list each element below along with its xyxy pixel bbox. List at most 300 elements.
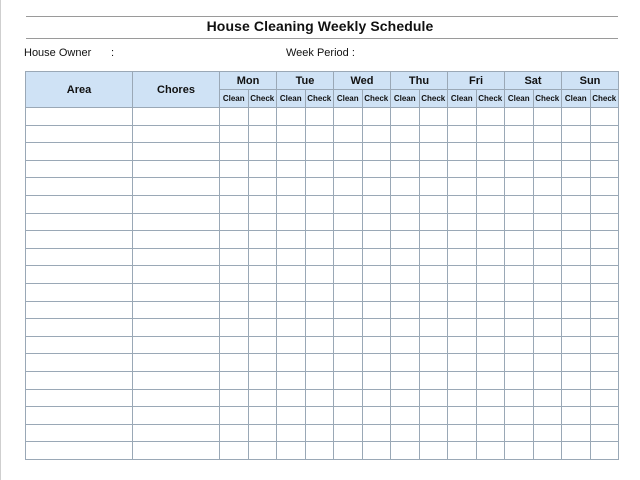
check-cell[interactable] [533,248,562,266]
clean-cell[interactable] [277,108,306,126]
chores-cell[interactable] [133,283,220,301]
clean-cell[interactable] [505,424,534,442]
clean-cell[interactable] [220,389,249,407]
clean-cell[interactable] [391,354,420,372]
area-cell[interactable] [26,354,133,372]
check-cell[interactable] [362,389,391,407]
clean-cell[interactable] [277,407,306,425]
clean-cell[interactable] [505,160,534,178]
clean-cell[interactable] [505,407,534,425]
check-cell[interactable] [533,125,562,143]
clean-cell[interactable] [391,248,420,266]
check-cell[interactable] [419,195,448,213]
area-cell[interactable] [26,160,133,178]
check-cell[interactable] [533,389,562,407]
clean-cell[interactable] [562,336,591,354]
check-cell[interactable] [248,248,277,266]
check-cell[interactable] [533,319,562,337]
clean-cell[interactable] [562,248,591,266]
clean-cell[interactable] [448,407,477,425]
check-cell[interactable] [362,108,391,126]
clean-cell[interactable] [391,108,420,126]
check-cell[interactable] [533,195,562,213]
check-cell[interactable] [590,424,619,442]
chores-cell[interactable] [133,371,220,389]
clean-cell[interactable] [220,266,249,284]
check-cell[interactable] [305,319,334,337]
check-cell[interactable] [362,354,391,372]
area-cell[interactable] [26,389,133,407]
check-cell[interactable] [476,371,505,389]
check-cell[interactable] [590,336,619,354]
check-cell[interactable] [419,371,448,389]
clean-cell[interactable] [220,125,249,143]
check-cell[interactable] [476,125,505,143]
check-cell[interactable] [248,354,277,372]
chores-cell[interactable] [133,407,220,425]
chores-cell[interactable] [133,266,220,284]
check-cell[interactable] [476,143,505,161]
chores-cell[interactable] [133,213,220,231]
clean-cell[interactable] [220,231,249,249]
clean-cell[interactable] [277,389,306,407]
clean-cell[interactable] [391,442,420,460]
check-cell[interactable] [590,442,619,460]
check-cell[interactable] [362,442,391,460]
check-cell[interactable] [248,178,277,196]
check-cell[interactable] [476,248,505,266]
chores-cell[interactable] [133,336,220,354]
check-cell[interactable] [248,108,277,126]
check-cell[interactable] [305,389,334,407]
clean-cell[interactable] [562,160,591,178]
chores-cell[interactable] [133,160,220,178]
check-cell[interactable] [590,301,619,319]
check-cell[interactable] [305,407,334,425]
clean-cell[interactable] [277,231,306,249]
clean-cell[interactable] [562,178,591,196]
clean-cell[interactable] [562,442,591,460]
area-cell[interactable] [26,125,133,143]
clean-cell[interactable] [505,389,534,407]
check-cell[interactable] [248,195,277,213]
clean-cell[interactable] [220,301,249,319]
check-cell[interactable] [476,319,505,337]
clean-cell[interactable] [334,160,363,178]
check-cell[interactable] [533,160,562,178]
check-cell[interactable] [362,407,391,425]
check-cell[interactable] [533,178,562,196]
check-cell[interactable] [533,407,562,425]
chores-cell[interactable] [133,195,220,213]
clean-cell[interactable] [277,248,306,266]
clean-cell[interactable] [277,283,306,301]
check-cell[interactable] [305,283,334,301]
check-cell[interactable] [590,283,619,301]
clean-cell[interactable] [448,354,477,372]
area-cell[interactable] [26,231,133,249]
area-cell[interactable] [26,407,133,425]
check-cell[interactable] [419,283,448,301]
check-cell[interactable] [248,442,277,460]
check-cell[interactable] [533,371,562,389]
check-cell[interactable] [305,108,334,126]
check-cell[interactable] [590,178,619,196]
check-cell[interactable] [419,248,448,266]
area-cell[interactable] [26,178,133,196]
clean-cell[interactable] [277,178,306,196]
clean-cell[interactable] [448,424,477,442]
check-cell[interactable] [362,231,391,249]
check-cell[interactable] [533,424,562,442]
clean-cell[interactable] [334,231,363,249]
check-cell[interactable] [362,213,391,231]
chores-cell[interactable] [133,248,220,266]
check-cell[interactable] [305,266,334,284]
check-cell[interactable] [476,354,505,372]
check-cell[interactable] [362,143,391,161]
clean-cell[interactable] [220,108,249,126]
clean-cell[interactable] [391,424,420,442]
check-cell[interactable] [305,354,334,372]
clean-cell[interactable] [448,301,477,319]
clean-cell[interactable] [448,371,477,389]
check-cell[interactable] [419,389,448,407]
check-cell[interactable] [533,231,562,249]
clean-cell[interactable] [334,283,363,301]
area-cell[interactable] [26,301,133,319]
clean-cell[interactable] [277,213,306,231]
chores-cell[interactable] [133,319,220,337]
check-cell[interactable] [590,248,619,266]
check-cell[interactable] [476,213,505,231]
clean-cell[interactable] [334,213,363,231]
clean-cell[interactable] [391,389,420,407]
check-cell[interactable] [248,125,277,143]
clean-cell[interactable] [505,248,534,266]
chores-cell[interactable] [133,354,220,372]
clean-cell[interactable] [562,301,591,319]
check-cell[interactable] [419,354,448,372]
chores-cell[interactable] [133,389,220,407]
clean-cell[interactable] [505,301,534,319]
clean-cell[interactable] [562,319,591,337]
check-cell[interactable] [533,442,562,460]
check-cell[interactable] [248,266,277,284]
clean-cell[interactable] [448,283,477,301]
clean-cell[interactable] [277,336,306,354]
check-cell[interactable] [533,283,562,301]
check-cell[interactable] [305,178,334,196]
check-cell[interactable] [305,301,334,319]
clean-cell[interactable] [391,301,420,319]
area-cell[interactable] [26,195,133,213]
clean-cell[interactable] [505,213,534,231]
check-cell[interactable] [419,143,448,161]
clean-cell[interactable] [220,160,249,178]
check-cell[interactable] [590,354,619,372]
clean-cell[interactable] [391,195,420,213]
clean-cell[interactable] [505,283,534,301]
clean-cell[interactable] [334,178,363,196]
check-cell[interactable] [590,160,619,178]
area-cell[interactable] [26,442,133,460]
clean-cell[interactable] [391,336,420,354]
clean-cell[interactable] [277,266,306,284]
chores-cell[interactable] [133,231,220,249]
check-cell[interactable] [476,407,505,425]
check-cell[interactable] [590,195,619,213]
clean-cell[interactable] [391,231,420,249]
check-cell[interactable] [419,160,448,178]
clean-cell[interactable] [277,160,306,178]
clean-cell[interactable] [391,178,420,196]
area-cell[interactable] [26,283,133,301]
clean-cell[interactable] [334,195,363,213]
clean-cell[interactable] [448,248,477,266]
clean-cell[interactable] [562,407,591,425]
check-cell[interactable] [419,336,448,354]
clean-cell[interactable] [448,178,477,196]
check-cell[interactable] [476,283,505,301]
clean-cell[interactable] [505,195,534,213]
clean-cell[interactable] [277,125,306,143]
check-cell[interactable] [419,319,448,337]
area-cell[interactable] [26,424,133,442]
clean-cell[interactable] [334,319,363,337]
area-cell[interactable] [26,266,133,284]
clean-cell[interactable] [505,336,534,354]
check-cell[interactable] [419,231,448,249]
clean-cell[interactable] [562,231,591,249]
check-cell[interactable] [590,231,619,249]
check-cell[interactable] [590,319,619,337]
check-cell[interactable] [533,108,562,126]
chores-cell[interactable] [133,143,220,161]
clean-cell[interactable] [562,266,591,284]
clean-cell[interactable] [220,371,249,389]
check-cell[interactable] [248,336,277,354]
area-cell[interactable] [26,336,133,354]
clean-cell[interactable] [562,213,591,231]
chores-cell[interactable] [133,301,220,319]
check-cell[interactable] [248,283,277,301]
check-cell[interactable] [533,143,562,161]
check-cell[interactable] [419,266,448,284]
clean-cell[interactable] [334,442,363,460]
clean-cell[interactable] [220,407,249,425]
clean-cell[interactable] [220,354,249,372]
clean-cell[interactable] [391,283,420,301]
check-cell[interactable] [248,160,277,178]
clean-cell[interactable] [334,407,363,425]
check-cell[interactable] [533,354,562,372]
clean-cell[interactable] [505,266,534,284]
clean-cell[interactable] [277,371,306,389]
check-cell[interactable] [362,248,391,266]
check-cell[interactable] [476,231,505,249]
clean-cell[interactable] [334,108,363,126]
check-cell[interactable] [533,213,562,231]
check-cell[interactable] [305,442,334,460]
chores-cell[interactable] [133,442,220,460]
clean-cell[interactable] [220,143,249,161]
check-cell[interactable] [305,195,334,213]
clean-cell[interactable] [562,283,591,301]
clean-cell[interactable] [391,407,420,425]
clean-cell[interactable] [334,266,363,284]
clean-cell[interactable] [334,371,363,389]
clean-cell[interactable] [277,143,306,161]
clean-cell[interactable] [448,143,477,161]
check-cell[interactable] [362,160,391,178]
check-cell[interactable] [419,108,448,126]
check-cell[interactable] [476,160,505,178]
check-cell[interactable] [362,424,391,442]
check-cell[interactable] [362,266,391,284]
clean-cell[interactable] [562,389,591,407]
clean-cell[interactable] [448,336,477,354]
clean-cell[interactable] [277,195,306,213]
clean-cell[interactable] [391,371,420,389]
clean-cell[interactable] [562,371,591,389]
area-cell[interactable] [26,213,133,231]
check-cell[interactable] [476,442,505,460]
clean-cell[interactable] [448,125,477,143]
check-cell[interactable] [533,266,562,284]
check-cell[interactable] [590,407,619,425]
check-cell[interactable] [590,266,619,284]
chores-cell[interactable] [133,178,220,196]
area-cell[interactable] [26,143,133,161]
area-cell[interactable] [26,371,133,389]
chores-cell[interactable] [133,108,220,126]
clean-cell[interactable] [505,125,534,143]
clean-cell[interactable] [562,195,591,213]
check-cell[interactable] [305,248,334,266]
clean-cell[interactable] [277,301,306,319]
clean-cell[interactable] [391,160,420,178]
check-cell[interactable] [248,407,277,425]
area-cell[interactable] [26,108,133,126]
check-cell[interactable] [590,143,619,161]
clean-cell[interactable] [277,424,306,442]
clean-cell[interactable] [505,143,534,161]
check-cell[interactable] [305,424,334,442]
check-cell[interactable] [305,160,334,178]
clean-cell[interactable] [220,424,249,442]
clean-cell[interactable] [220,319,249,337]
check-cell[interactable] [305,125,334,143]
clean-cell[interactable] [334,143,363,161]
clean-cell[interactable] [334,125,363,143]
check-cell[interactable] [362,371,391,389]
clean-cell[interactable] [505,231,534,249]
clean-cell[interactable] [505,319,534,337]
check-cell[interactable] [419,125,448,143]
clean-cell[interactable] [277,442,306,460]
check-cell[interactable] [248,143,277,161]
check-cell[interactable] [248,389,277,407]
clean-cell[interactable] [334,248,363,266]
check-cell[interactable] [362,319,391,337]
check-cell[interactable] [476,424,505,442]
clean-cell[interactable] [448,319,477,337]
clean-cell[interactable] [562,424,591,442]
clean-cell[interactable] [334,336,363,354]
check-cell[interactable] [362,178,391,196]
clean-cell[interactable] [220,336,249,354]
clean-cell[interactable] [334,301,363,319]
clean-cell[interactable] [505,108,534,126]
check-cell[interactable] [533,301,562,319]
check-cell[interactable] [362,195,391,213]
clean-cell[interactable] [334,424,363,442]
clean-cell[interactable] [448,108,477,126]
clean-cell[interactable] [391,266,420,284]
clean-cell[interactable] [277,319,306,337]
check-cell[interactable] [476,178,505,196]
clean-cell[interactable] [562,143,591,161]
check-cell[interactable] [305,231,334,249]
check-cell[interactable] [305,336,334,354]
clean-cell[interactable] [220,248,249,266]
check-cell[interactable] [590,389,619,407]
check-cell[interactable] [362,125,391,143]
check-cell[interactable] [248,213,277,231]
check-cell[interactable] [419,424,448,442]
area-cell[interactable] [26,319,133,337]
check-cell[interactable] [248,301,277,319]
clean-cell[interactable] [334,354,363,372]
clean-cell[interactable] [220,195,249,213]
check-cell[interactable] [476,301,505,319]
clean-cell[interactable] [505,178,534,196]
clean-cell[interactable] [220,178,249,196]
clean-cell[interactable] [505,354,534,372]
check-cell[interactable] [248,231,277,249]
clean-cell[interactable] [505,371,534,389]
clean-cell[interactable] [562,354,591,372]
check-cell[interactable] [590,213,619,231]
check-cell[interactable] [590,371,619,389]
check-cell[interactable] [362,283,391,301]
check-cell[interactable] [362,336,391,354]
check-cell[interactable] [419,301,448,319]
clean-cell[interactable] [220,442,249,460]
check-cell[interactable] [476,336,505,354]
chores-cell[interactable] [133,424,220,442]
check-cell[interactable] [419,442,448,460]
check-cell[interactable] [305,143,334,161]
check-cell[interactable] [419,407,448,425]
clean-cell[interactable] [448,389,477,407]
clean-cell[interactable] [448,266,477,284]
check-cell[interactable] [248,319,277,337]
check-cell[interactable] [590,108,619,126]
clean-cell[interactable] [220,213,249,231]
check-cell[interactable] [248,371,277,389]
check-cell[interactable] [476,266,505,284]
check-cell[interactable] [476,108,505,126]
check-cell[interactable] [476,389,505,407]
clean-cell[interactable] [220,283,249,301]
clean-cell[interactable] [391,125,420,143]
check-cell[interactable] [590,125,619,143]
clean-cell[interactable] [277,354,306,372]
check-cell[interactable] [419,213,448,231]
check-cell[interactable] [305,371,334,389]
